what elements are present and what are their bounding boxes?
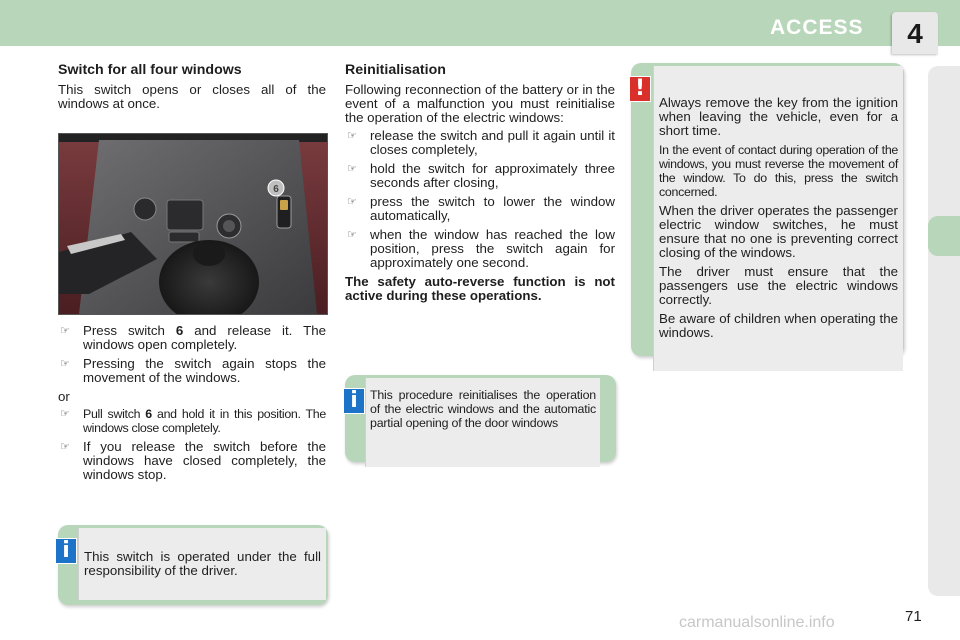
left-column-bottom bbox=[58, 324, 326, 487]
switch-6-callout: 6 bbox=[273, 184, 279, 195]
list-item: ☞ release the switch and pull it again until it closes completely, bbox=[347, 128, 615, 157]
info-note-text: This switch is operated under the full responsibility of the driver. bbox=[78, 528, 326, 600]
close-bullets bbox=[58, 407, 326, 482]
list-item: ☞ hold the switch for approximately three seconds after closing, bbox=[347, 161, 615, 190]
info-note-responsibility bbox=[58, 525, 328, 605]
pointing-hand-icon: ☞ bbox=[60, 325, 70, 337]
auto-reverse-warning: The safety auto-reverse function is not active during these operations. bbox=[345, 274, 615, 303]
pointing-hand-icon: ☞ bbox=[347, 130, 357, 142]
warning-line: The driver must ensure that the passengers use the electric windows correctly. bbox=[659, 264, 898, 307]
left-column-top bbox=[58, 63, 326, 115]
reinitialisation-steps bbox=[345, 129, 615, 270]
warning-note-text bbox=[653, 66, 903, 371]
list-item: ☞ when the window has reached the low position, press the switch again for approximately one second. bbox=[347, 227, 615, 270]
list-item: ☞ If you release the switch before the windows have closed completely, the windows stop. bbox=[60, 439, 326, 482]
page-number: 71 bbox=[905, 608, 922, 625]
list-item: ☞ Pull switch 6 and hold it in this position. The windows close completely. bbox=[60, 407, 326, 435]
pointing-hand-icon: ☞ bbox=[347, 163, 357, 175]
reinitialisation-heading: Reinitialisation bbox=[345, 62, 446, 78]
chapter-tab: 4 bbox=[892, 12, 938, 54]
warning-note bbox=[631, 63, 904, 356]
chapter-rail-active-marker bbox=[928, 216, 960, 256]
watermark: carmanualsonline.info bbox=[679, 614, 835, 631]
chapter-rail bbox=[928, 66, 960, 596]
pointing-hand-icon: ☞ bbox=[60, 441, 70, 453]
warning-icon: ! bbox=[629, 76, 651, 102]
middle-column bbox=[345, 63, 615, 307]
console-illustration bbox=[59, 134, 327, 314]
info-note-reinitialisation bbox=[345, 375, 616, 462]
info-icon: i bbox=[55, 538, 77, 564]
pointing-hand-icon: ☞ bbox=[347, 229, 357, 241]
list-item: ☞ Pressing the switch again stops the movement of the windows. bbox=[60, 356, 326, 385]
or-separator: or bbox=[58, 389, 70, 404]
window-switch-photo bbox=[58, 133, 328, 315]
reinitialisation-intro: Following reconnection of the battery or in the event of a malfunction you must reinitialise the operation of the electric windows: bbox=[345, 82, 615, 125]
pointing-hand-icon: ☞ bbox=[60, 408, 70, 420]
list-item: ☞ press the switch to lower the window automatically, bbox=[347, 194, 615, 223]
warning-line: When the driver operates the passenger electric window switches, he must ensure that no one is preventing correct closing of the windows. bbox=[659, 203, 898, 260]
pointing-hand-icon: ☞ bbox=[347, 196, 357, 208]
info-note-text: This procedure reinitialises the operation of the electric windows and the automatic partial opening of the door windows bbox=[365, 378, 600, 467]
open-bullets bbox=[58, 324, 326, 385]
warning-line: Always remove the key from the ignition when leaving the vehicle, even for a short time. bbox=[659, 95, 898, 138]
info-icon: i bbox=[343, 388, 365, 414]
list-item: ☞ Press switch 6 and release it. The windows open completely. bbox=[60, 323, 326, 352]
pointing-hand-icon: ☞ bbox=[60, 358, 70, 370]
warning-line: In the event of contact during operation of the windows, you must reverse the movement of the window. To do this, press the switch concerned. bbox=[659, 143, 898, 199]
switch-intro: This switch opens or closes all of the windows at once. bbox=[58, 82, 326, 111]
warning-line: Be aware of children when operating the windows. bbox=[659, 311, 898, 340]
section-title: ACCESS bbox=[770, 16, 864, 39]
switch-heading: Switch for all four windows bbox=[58, 62, 242, 78]
